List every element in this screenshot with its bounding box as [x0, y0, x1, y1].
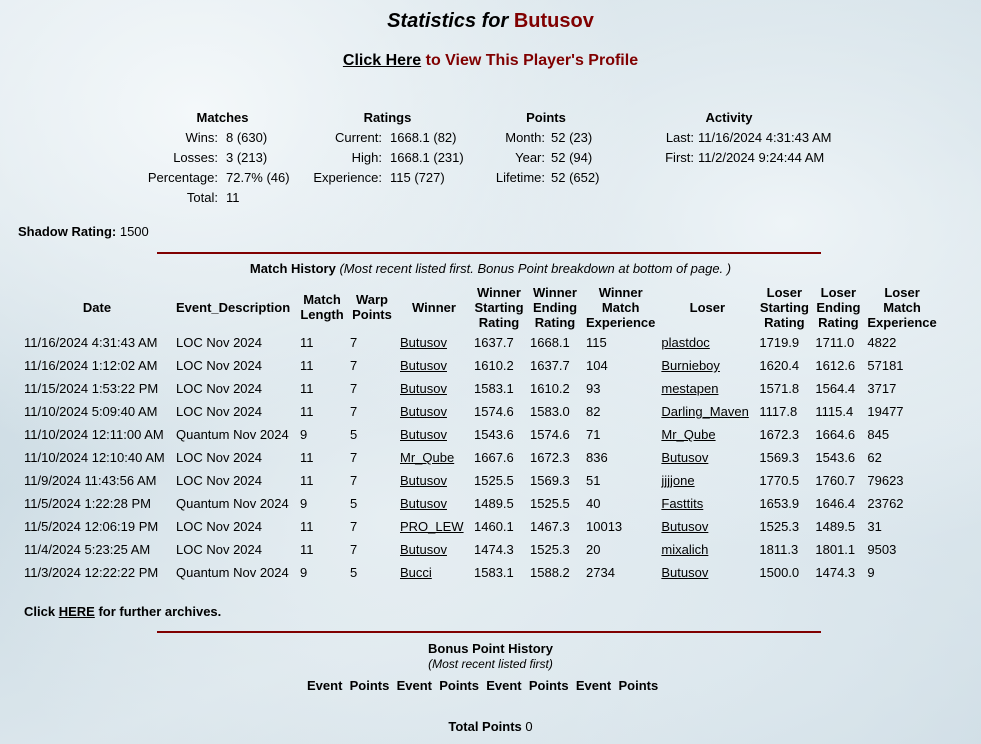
- title-prefix: Statistics for: [387, 10, 509, 32]
- cell-match-length: 11: [300, 358, 314, 373]
- cell-winner-experience: 836: [586, 450, 608, 465]
- cell-winner-experience: 20: [586, 542, 601, 557]
- cell-loser-start-rating: 1620.4: [759, 358, 800, 373]
- shadow-rating: [18, 224, 149, 239]
- cell-loser-end-rating: 1801.1: [815, 542, 856, 557]
- winner-link[interactable]: Butusov: [400, 381, 447, 396]
- winner-link[interactable]: Bucci: [400, 565, 432, 580]
- first-label: First:: [665, 150, 694, 165]
- cell-date: 11/10/2024 12:11:00 AM: [24, 427, 164, 442]
- cell-winner-start-rating: 1574.6: [474, 404, 514, 419]
- cell-loser: [658, 423, 756, 446]
- cell-loser-end-rating: 1664.6: [815, 427, 856, 442]
- cell-match-length: 11: [300, 335, 314, 350]
- table-header-row: [21, 283, 940, 331]
- cell-warp-points: 5: [350, 427, 358, 442]
- cell-loser-experience: 62: [867, 450, 882, 465]
- match-history-note: (Most recent listed first. Bonus Point breakdown at bottom of page. ): [339, 261, 732, 276]
- cell-event: Quantum Nov 2024: [176, 496, 289, 511]
- cell-loser-experience: 3717: [867, 381, 897, 396]
- winner-link[interactable]: Mr_Qube: [400, 450, 455, 465]
- cell-winner-end-rating: 1574.6: [530, 427, 570, 442]
- table-row: [21, 446, 940, 469]
- winner-link[interactable]: Butusov: [400, 358, 447, 373]
- activity-stats: [655, 110, 855, 170]
- cell-loser-end-rating: 1115.4: [815, 404, 854, 419]
- loser-link[interactable]: Darling_Maven: [661, 404, 749, 419]
- cell-loser-experience: 19477: [867, 404, 904, 419]
- cell-match-length: 9: [300, 427, 308, 442]
- winner-link[interactable]: Butusov: [400, 496, 447, 511]
- cell-warp-points: 7: [350, 358, 358, 373]
- cell-loser-end-rating: 1474.3: [815, 565, 856, 580]
- bonus-col-points-3: Points: [528, 678, 569, 693]
- cell-loser-start-rating: 1672.3: [759, 427, 800, 442]
- cell-warp-points: 5: [350, 565, 358, 580]
- winner-link[interactable]: Butusov: [400, 335, 447, 350]
- cell-loser: [658, 446, 756, 469]
- month-value: 52 (23): [551, 130, 593, 145]
- divider-bottom: [157, 631, 821, 633]
- year-label: Year:: [515, 150, 545, 165]
- table-row: [21, 492, 940, 515]
- loser-link[interactable]: plastdoc: [661, 335, 710, 350]
- cell-winner-end-rating: 1610.2: [530, 381, 570, 396]
- table-row: [21, 377, 940, 400]
- cell-event: LOC Nov 2024: [176, 519, 262, 534]
- cell-date: 11/16/2024 4:31:43 AM: [24, 335, 158, 350]
- shadow-rating-label: Shadow Rating:: [18, 224, 117, 239]
- loser-link[interactable]: Butusov: [661, 565, 709, 580]
- cell-winner-experience: 71: [586, 427, 601, 442]
- cell-winner: [397, 377, 471, 400]
- cell-winner-experience: 104: [586, 358, 608, 373]
- cell-date: 11/3/2024 12:22:22 PM: [24, 565, 159, 580]
- cell-loser-start-rating: 1811.3: [759, 542, 799, 557]
- total-label: Total:: [186, 190, 218, 205]
- total-points-label: Total Points: [448, 719, 522, 734]
- loser-link[interactable]: Burnieboy: [661, 358, 720, 373]
- cell-event: LOC Nov 2024: [176, 358, 262, 373]
- cell-warp-points: 7: [350, 473, 358, 488]
- year-value: 52 (94): [551, 150, 593, 165]
- cell-event: Quantum Nov 2024: [176, 565, 289, 580]
- cell-loser-start-rating: 1653.9: [759, 496, 800, 511]
- cell-warp-points: 7: [350, 404, 358, 419]
- total-points: [0, 719, 981, 734]
- col-winner-exp: Winner Match Experience: [586, 284, 656, 330]
- cell-event: LOC Nov 2024: [176, 335, 262, 350]
- cell-winner-end-rating: 1525.3: [530, 542, 570, 557]
- bonus-title: Bonus Point History: [428, 641, 553, 656]
- winner-link[interactable]: Butusov: [400, 404, 447, 419]
- col-winner-end: Winner Ending Rating: [532, 284, 578, 330]
- current-value: 1668.1 (82): [390, 130, 457, 145]
- cell-winner-start-rating: 1637.7: [474, 335, 514, 350]
- cell-loser-start-rating: 1770.5: [759, 473, 800, 488]
- page-title: [0, 10, 981, 33]
- cell-loser: [658, 331, 756, 354]
- profile-text: to View This Player's Profile: [425, 52, 639, 69]
- cell-loser-start-rating: 1719.9: [759, 335, 800, 350]
- cell-winner-start-rating: 1460.1: [474, 519, 514, 534]
- cell-winner-end-rating: 1637.7: [530, 358, 570, 373]
- cell-loser-experience: 845: [867, 427, 890, 442]
- table-row: [21, 423, 940, 446]
- lifetime-value: 52 (652): [551, 170, 600, 185]
- cell-loser: [658, 515, 756, 538]
- cell-loser: [658, 354, 756, 377]
- cell-winner-experience: 2734: [586, 565, 615, 580]
- last-value: 11/16/2024 4:31:43 AM: [698, 130, 832, 145]
- cell-winner-experience: 93: [586, 381, 601, 396]
- cell-warp-points: 7: [350, 519, 358, 534]
- loser-link[interactable]: mestapen: [661, 381, 719, 396]
- cell-winner-experience: 51: [586, 473, 601, 488]
- cell-loser-end-rating: 1489.5: [815, 519, 856, 534]
- bonus-col-points-1: Points: [349, 678, 390, 693]
- cell-loser-start-rating: 1569.3: [759, 450, 800, 465]
- loser-link[interactable]: Mr_Qube: [661, 427, 716, 442]
- col-winner: Winner: [412, 299, 456, 315]
- bonus-col-event-4: Event: [575, 678, 612, 693]
- winner-link[interactable]: Butusov: [400, 427, 447, 442]
- cell-warp-points: 7: [350, 335, 358, 350]
- shadow-rating-value: 1500: [119, 224, 149, 239]
- points-heading: Points: [526, 110, 566, 125]
- cell-loser: [658, 377, 756, 400]
- last-label: Last:: [665, 130, 694, 145]
- cell-match-length: 11: [300, 519, 314, 534]
- cell-winner: [397, 561, 471, 584]
- bonus-col-event-1: Event: [307, 678, 343, 693]
- archives-line: [24, 604, 221, 619]
- cell-winner: [397, 446, 471, 469]
- col-event: Event_Description: [176, 299, 291, 315]
- bonus-col-points-2: Points: [439, 678, 479, 693]
- cell-winner: [397, 538, 471, 561]
- cell-loser-start-rating: 1500.0: [759, 565, 800, 580]
- player-name: Butusov: [513, 10, 594, 32]
- losses-value: 3 (213): [226, 150, 268, 165]
- experience-value: 115 (727): [390, 170, 445, 185]
- cell-loser-experience: 23762: [867, 496, 904, 511]
- month-label: Month:: [505, 130, 545, 145]
- cell-winner-start-rating: 1667.6: [474, 450, 514, 465]
- loser-link[interactable]: Butusov: [661, 519, 709, 534]
- loser-link[interactable]: mixalich: [661, 542, 709, 557]
- percentage-label: Percentage:: [147, 170, 218, 185]
- cell-winner-start-rating: 1489.5: [474, 496, 514, 511]
- cell-date: 11/10/2024 12:10:40 AM: [24, 450, 165, 465]
- cell-loser: [658, 492, 756, 515]
- cell-winner-end-rating: 1588.2: [530, 565, 570, 580]
- ratings-stats: [310, 110, 480, 190]
- table-row: [21, 515, 940, 538]
- profile-link[interactable]: Click Here: [342, 52, 422, 69]
- matches-stats: [147, 110, 300, 210]
- cell-event: LOC Nov 2024: [176, 450, 262, 465]
- cell-loser-end-rating: 1564.4: [815, 381, 856, 396]
- cell-loser-end-rating: 1543.6: [815, 450, 856, 465]
- first-value: 11/2/2024 9:24:44 AM: [698, 150, 825, 165]
- cell-loser: [658, 400, 756, 423]
- winner-link[interactable]: Butusov: [400, 542, 447, 557]
- cell-winner-experience: 10013: [586, 519, 623, 534]
- cell-loser-experience: 57181: [867, 358, 904, 373]
- cell-winner-start-rating: 1583.1: [474, 381, 514, 396]
- table-row: [21, 561, 940, 584]
- col-loser-start: Loser Starting Rating: [759, 284, 809, 330]
- cell-loser-experience: 4822: [867, 335, 897, 350]
- divider-top: [157, 252, 821, 254]
- table-row: [21, 354, 940, 377]
- bonus-col-event-2: Event: [396, 678, 433, 693]
- cell-date: 11/15/2024 1:53:22 PM: [24, 381, 159, 396]
- cell-loser-end-rating: 1612.6: [815, 358, 856, 373]
- cell-winner-start-rating: 1474.3: [474, 542, 514, 557]
- table-row: [21, 469, 940, 492]
- cell-winner-experience: 40: [586, 496, 601, 511]
- matches-heading: Matches: [196, 110, 249, 125]
- cell-date: 11/5/2024 1:22:28 PM: [24, 496, 151, 511]
- cell-loser-start-rating: 1525.3: [759, 519, 800, 534]
- cell-winner-end-rating: 1525.5: [530, 496, 570, 511]
- cell-event: LOC Nov 2024: [176, 404, 262, 419]
- cell-winner-experience: 115: [586, 335, 607, 350]
- cell-loser: [658, 469, 756, 492]
- cell-winner-end-rating: 1569.3: [530, 473, 570, 488]
- col-warp-points: Warp Points: [352, 292, 392, 322]
- bonus-col-event-3: Event: [486, 678, 522, 693]
- cell-warp-points: 7: [350, 542, 358, 557]
- cell-match-length: 11: [300, 473, 314, 488]
- activity-heading: Activity: [705, 110, 753, 125]
- table-row: [21, 331, 940, 354]
- col-date: Date: [82, 299, 112, 315]
- cell-winner-end-rating: 1583.0: [530, 404, 570, 419]
- archives-prefix: Click: [24, 604, 56, 619]
- cell-winner-end-rating: 1668.1: [530, 335, 570, 350]
- cell-event: LOC Nov 2024: [176, 473, 262, 488]
- cell-winner-start-rating: 1525.5: [474, 473, 514, 488]
- experience-label: Experience:: [313, 170, 382, 185]
- cell-date: 11/10/2024 5:09:40 AM: [24, 404, 158, 419]
- cell-warp-points: 5: [350, 496, 358, 511]
- cell-match-length: 11: [300, 542, 314, 557]
- percentage-value: 72.7% (46): [226, 170, 290, 185]
- cell-date: 11/4/2024 5:23:25 AM: [24, 542, 151, 557]
- cell-winner: [397, 515, 471, 538]
- wins-value: 8 (630): [226, 130, 268, 145]
- cell-warp-points: 7: [350, 381, 358, 396]
- bonus-note: (Most recent listed first): [428, 657, 553, 671]
- col-loser-exp: Loser Match Experience: [867, 284, 937, 330]
- col-loser-end: Loser Ending Rating: [816, 284, 861, 330]
- wins-label: Wins:: [185, 130, 218, 145]
- cell-winner-end-rating: 1672.3: [530, 450, 570, 465]
- winner-link[interactable]: PRO_LEW: [400, 519, 464, 534]
- cell-winner-experience: 82: [586, 404, 601, 419]
- archives-link[interactable]: HERE: [58, 604, 95, 619]
- points-stats: [490, 110, 620, 190]
- profile-line: [0, 52, 981, 70]
- match-history-table: [21, 283, 940, 584]
- cell-loser: [658, 561, 756, 584]
- cell-event: LOC Nov 2024: [176, 542, 262, 557]
- cell-winner: [397, 492, 471, 515]
- table-row: [21, 400, 940, 423]
- cell-loser-start-rating: 1117.8: [759, 404, 798, 419]
- cell-match-length: 9: [300, 496, 308, 511]
- cell-winner-end-rating: 1467.3: [530, 519, 570, 534]
- match-history-heading: [0, 261, 981, 276]
- cell-loser-start-rating: 1571.8: [759, 381, 800, 396]
- total-value: 11: [226, 190, 240, 205]
- bonus-col-points-4: Points: [618, 678, 659, 693]
- cell-loser-end-rating: 1711.0: [815, 335, 855, 350]
- cell-loser-experience: 79623: [867, 473, 904, 488]
- cell-match-length: 9: [300, 565, 308, 580]
- cell-loser-end-rating: 1646.4: [815, 496, 856, 511]
- cell-winner: [397, 331, 471, 354]
- high-label: High:: [351, 150, 382, 165]
- cell-loser-experience: 9503: [867, 542, 897, 557]
- cell-loser: [658, 538, 756, 561]
- cell-match-length: 11: [300, 404, 314, 419]
- bonus-columns: [307, 678, 658, 693]
- table-row: [21, 538, 940, 561]
- cell-winner: [397, 354, 471, 377]
- col-winner-start: Winner Starting Rating: [474, 284, 524, 330]
- losses-label: Losses:: [173, 150, 218, 165]
- cell-loser-end-rating: 1760.7: [815, 473, 856, 488]
- loser-link[interactable]: Fasttits: [661, 496, 704, 511]
- cell-loser-experience: 9: [867, 565, 875, 580]
- total-points-value: 0: [525, 719, 533, 734]
- cell-match-length: 11: [300, 381, 314, 396]
- lifetime-label: Lifetime:: [495, 170, 545, 185]
- col-loser: Loser: [689, 299, 726, 315]
- archives-suffix: for further archives.: [98, 604, 222, 619]
- cell-date: 11/5/2024 12:06:19 PM: [24, 519, 159, 534]
- loser-link[interactable]: jjjjone: [661, 473, 695, 488]
- cell-match-length: 11: [300, 450, 314, 465]
- cell-winner: [397, 400, 471, 423]
- cell-warp-points: 7: [350, 450, 358, 465]
- cell-date: 11/9/2024 11:43:56 AM: [24, 473, 157, 488]
- high-value: 1668.1 (231): [390, 150, 464, 165]
- current-label: Current:: [335, 130, 382, 145]
- match-history-body: [21, 331, 940, 584]
- cell-winner-start-rating: 1610.2: [474, 358, 514, 373]
- cell-event: Quantum Nov 2024: [176, 427, 289, 442]
- cell-winner-start-rating: 1543.6: [474, 427, 514, 442]
- cell-event: LOC Nov 2024: [176, 381, 262, 396]
- cell-winner-start-rating: 1583.1: [474, 565, 514, 580]
- winner-link[interactable]: Butusov: [400, 473, 447, 488]
- match-history-title: Match History: [249, 261, 336, 276]
- loser-link[interactable]: Butusov: [661, 450, 709, 465]
- cell-loser-experience: 31: [867, 519, 882, 534]
- cell-winner: [397, 423, 471, 446]
- ratings-heading: Ratings: [363, 110, 412, 125]
- cell-winner: [397, 469, 471, 492]
- cell-date: 11/16/2024 1:12:02 AM: [24, 358, 158, 373]
- col-match-length: Match Length: [300, 292, 344, 322]
